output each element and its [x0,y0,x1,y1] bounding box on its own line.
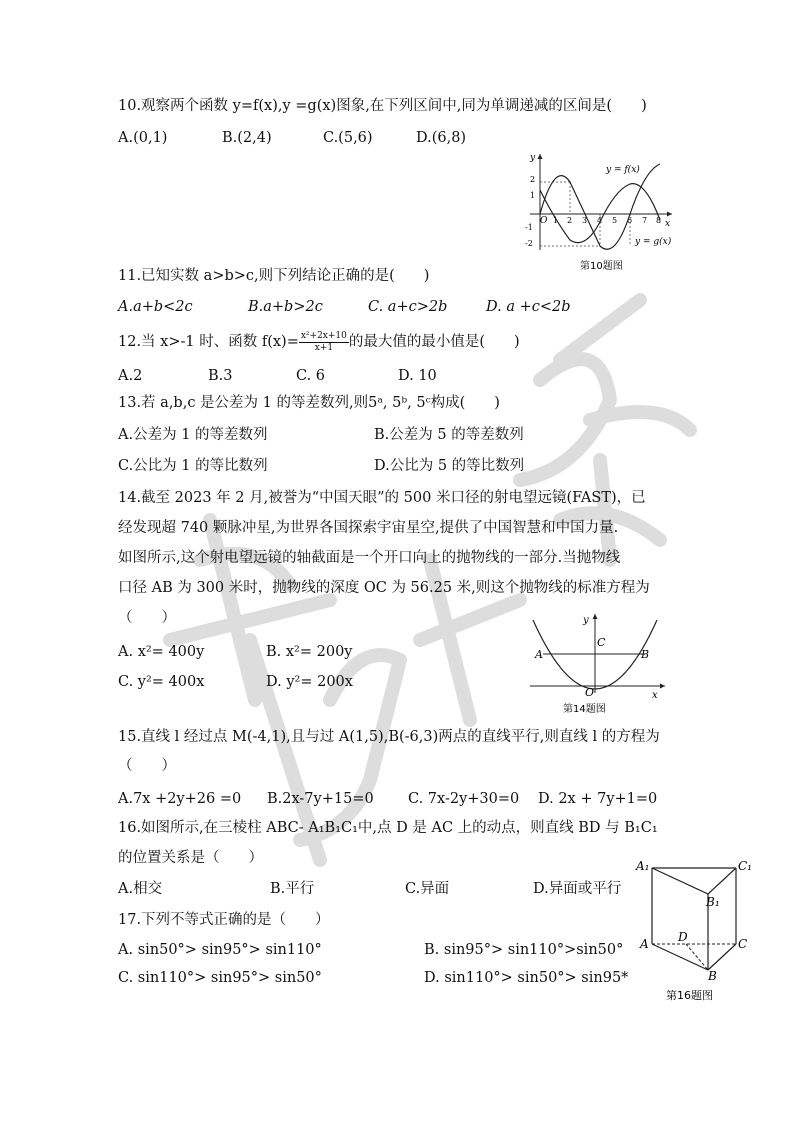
q12-stem-pre: 12.当 x>-1 时、函数 f(x)= [118,334,299,350]
q10-option-d: D.(6,8) [416,130,467,146]
q13-option-a: A.公差为 1 的等差数列 [118,427,268,443]
q17-option-b: B. sin95°> sin110°>sin50° [424,942,624,958]
q16-label-a1: A₁ [636,859,650,873]
q16-label-c: C [738,937,748,951]
q15-option-c: C. 7x-2y+30=0 [408,791,520,807]
q11-option-d: D. a +c<2b [486,299,571,315]
q10-xtick: 8 [656,216,662,225]
q10-ytick: -2 [525,239,533,248]
q12-option-a: A.2 [118,368,143,384]
q10-x-label: x [665,219,671,229]
q17-option-d: D. sin110°> sin50°> sin95* [424,970,629,986]
q10-ytick: -1 [525,223,533,232]
q10-label-f: y = f(x) [606,165,640,175]
q16-label-b1: B₁ [706,895,720,909]
q16-label-d: D [678,930,688,944]
q15-option-b: B.2x-7y+15=0 [267,791,374,807]
q10-ytick: 1 [530,191,536,200]
q13-option-d: D.公比为 5 的等比数列 [374,458,525,474]
q16-option-b: B.平行 [270,881,315,897]
q16-option-a: A.相交 [118,881,163,897]
q17-option-c: C. sin110°> sin95°> sin50° [118,970,322,986]
q12-option-c: C. 6 [296,368,326,384]
q16-label-c1: C₁ [738,859,752,873]
q11-option-b: B.a+b>2c [248,299,323,315]
q13-option-b: B.公差为 5 的等差数列 [374,427,524,443]
q10-ytick: 2 [530,175,536,184]
q10-xtick: 6 [627,216,633,225]
q10-xtick: 2 [567,216,573,225]
q14-line: 如图所示,这个射电望远镜的轴截面是一个开口向上的抛物线的一部分.当抛物线 [118,550,621,566]
q14-label-b: B [641,648,650,661]
q14-option-c: C. y²= 400x [118,674,205,690]
q14-label-c: C [597,636,606,649]
q14-line: 经发现超 740 颗脉冲星,为世界各国探索宇宙星空,提供了中国智慧和中国力量. [118,520,619,536]
q16-line: 16.如图所示,在三棱柱 ABC- A₁B₁C₁中,点 D 是 AC 上的动点，则直线 BD 与 B₁C₁ [118,820,658,836]
q10-origin: O [540,216,548,226]
q10-xtick: 3 [582,216,588,225]
q15-line: （ ） [118,758,176,774]
q10-xtick: 1 [553,216,559,225]
q10-option-a: A.(0,1) [118,130,168,146]
q10-xtick: 5 [612,216,618,225]
q14-label-o: O [585,686,595,699]
q14-line: 口径 AB 为 300 米时，抛物线的深度 OC 为 56.25 米,则这个抛物线的标准方程为 [118,580,650,596]
q16-label-a: A [640,937,649,951]
q10-stem: 10.观察两个函数 y=f(x),y =g(x)图象,在下列区间中,同为单调递减的区间是( ) [118,98,647,114]
q13-option-c: C.公比为 1 的等比数列 [118,458,268,474]
q14-line: 14.截至 2023 年 2 月,被誉为“中国天眼”的 500 米口径的射电望远镜(FAST)，已 [118,490,646,506]
q12-frac-den: x+1 [314,342,334,353]
q10-y-label: y [530,153,536,163]
q14-option-b: B. x²= 200y [266,644,353,660]
q12-frac-num: x²+2x+10 [300,330,347,341]
q16-option-d: D.异面或平行 [533,881,622,897]
q11-stem: 11.已知实数 a>b>c,则下列结论正确的是( ) [118,268,430,284]
q16-line: 的位置关系是（ ） [118,850,263,866]
q15-option-a: A.7x +2y+26 =0 [118,791,242,807]
q11-option-c: C. a+c>2b [368,299,448,315]
q12-stem-post: 的最大值的最小值是( ) [348,334,520,350]
q16-figure [632,852,762,1008]
q11-option-a: A.a+b<2c [118,299,193,315]
q14-label-x: x [652,690,658,701]
q10-figure [522,150,682,274]
q16-label-b: B [708,969,717,983]
q12-fraction [299,331,349,354]
q15-line: 15.直线 l 经过点 M(-4,1),且与过 A(1,5),B(-6,3)两点的直线平行,则直线 l 的方程为 [118,729,660,745]
q16-option-c: C.异面 [405,881,450,897]
q16-caption: 第16题图 [666,989,713,1002]
q10-xtick: 7 [642,216,648,225]
q17-stem: 17.下列不等式正确的是（ ） [118,912,330,928]
q12-stem [118,330,520,354]
q14-label-y: y [583,615,589,626]
q13-stem: 13.若 a,b,c 是公差为 1 的等差数列,则5ᵃ, 5ᵇ, 5ᶜ构成( ) [118,395,500,411]
q10-caption: 第10题图 [580,261,623,272]
q14-option-a: A. x²= 400y [118,644,205,660]
q10-label-g: y = g(x) [635,237,672,247]
q14-caption: 第14题图 [563,704,606,715]
q14-label-a: A [535,648,543,661]
q17-option-a: A. sin50°> sin95°> sin110° [118,942,322,958]
q10-xtick: 4 [597,216,603,225]
q10-curve-g [540,184,660,243]
q14-option-d: D. y²= 200x [266,674,353,690]
q15-option-d: D. 2x + 7y+1=0 [538,791,658,807]
q12-option-d: D. 10 [398,368,437,384]
q12-option-b: B.3 [208,368,233,384]
q10-option-c: C.(5,6) [323,130,373,146]
q14-figure [525,608,675,718]
q14-line: （ ） [118,610,176,626]
q10-option-b: B.(2,4) [222,130,272,146]
